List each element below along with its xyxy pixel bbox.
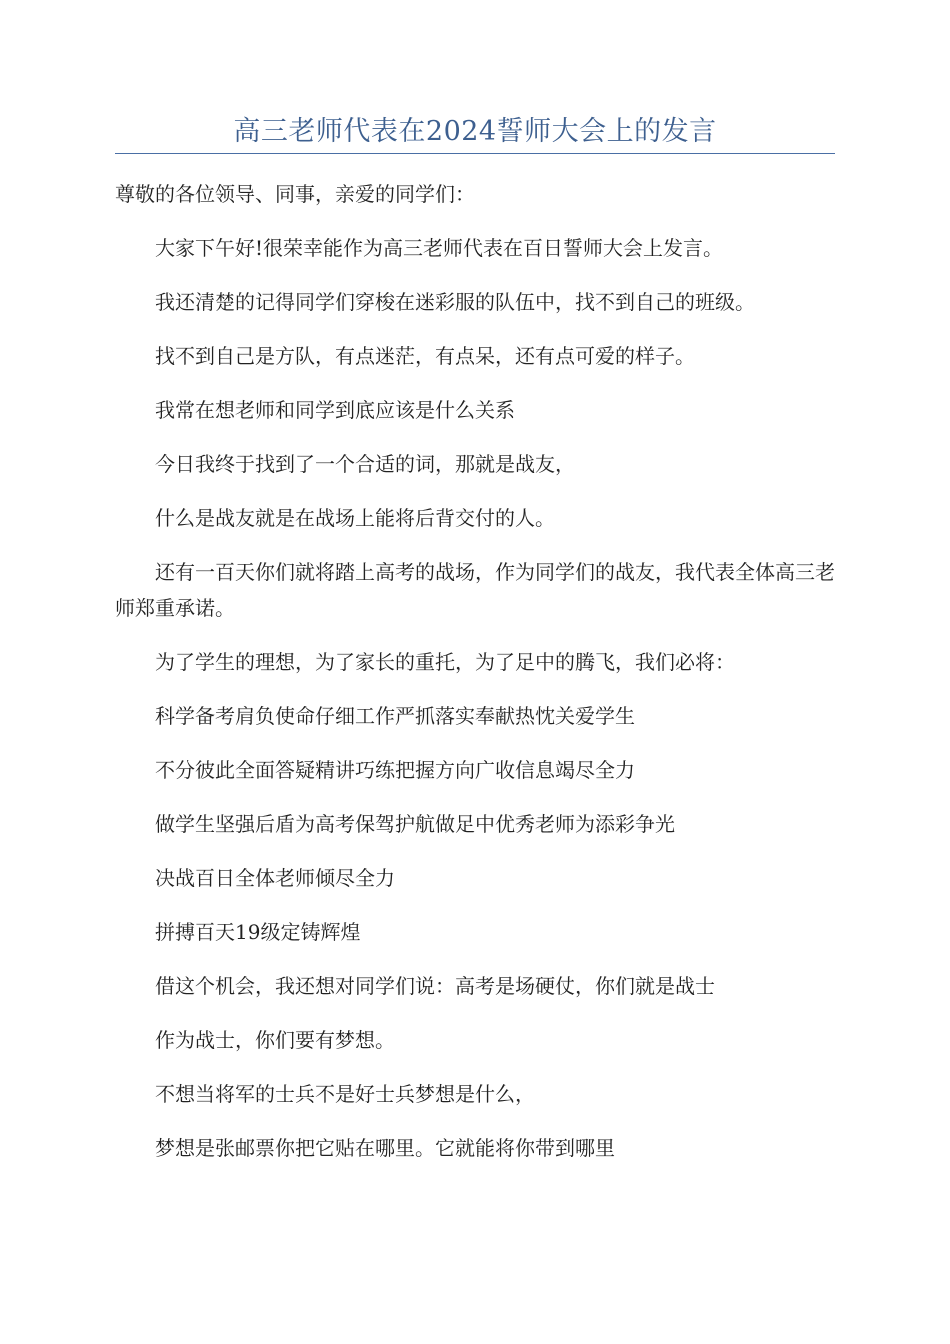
paragraph: 不分彼此全面答疑精讲巧练把握方向广收信息竭尽全力 [155, 758, 635, 782]
paragraph: 做学生坚强后盾为高考保驾护航做足中优秀老师为添彩争光 [155, 812, 675, 836]
paragraph: 我常在想老师和同学到底应该是什么关系 [155, 398, 515, 422]
salutation: 尊敬的各位领导、同事，亲爱的同学们： [115, 182, 475, 206]
paragraph: 为了学生的理想，为了家长的重托，为了足中的腾飞，我们必将： [155, 650, 735, 674]
paragraph: 拼搏百天19级定铸辉煌 [155, 920, 361, 944]
paragraph: 今日我终于找到了一个合适的词，那就是战友， [155, 452, 575, 476]
title-underline [115, 153, 835, 154]
paragraph: 我还清楚的记得同学们穿梭在迷彩服的队伍中，找不到自己的班级。 [155, 290, 755, 314]
paragraph: 科学备考肩负使命仔细工作严抓落实奉献热忱关爱学生 [155, 704, 635, 728]
paragraph: 不想当将军的士兵不是好士兵梦想是什么， [155, 1082, 535, 1106]
document-body [115, 176, 835, 1184]
document-title: 高三老师代表在2024誓师大会上的发言 [233, 116, 717, 147]
paragraph: 梦想是张邮票你把它贴在哪里。它就能将你带到哪里 [155, 1136, 615, 1160]
paragraph: 借这个机会，我还想对同学们说：高考是场硬仗，你们就是战士 [155, 974, 715, 998]
paragraph: 找不到自己是方队，有点迷茫，有点呆，还有点可爱的样子。 [155, 344, 695, 368]
paragraph: 大家下午好!很荣幸能作为高三老师代表在百日誓师大会上发言。 [155, 236, 724, 260]
paragraph: 什么是战友就是在战场上能将后背交付的人。 [155, 506, 555, 530]
paragraph: 作为战士，你们要有梦想。 [155, 1028, 395, 1052]
paragraph: 还有一百天你们就将踏上高考的战场，作为同学们的战友，我代表全体高三老师郑重承诺。 [115, 560, 835, 620]
paragraph: 决战百日全体老师倾尽全力 [155, 866, 395, 890]
